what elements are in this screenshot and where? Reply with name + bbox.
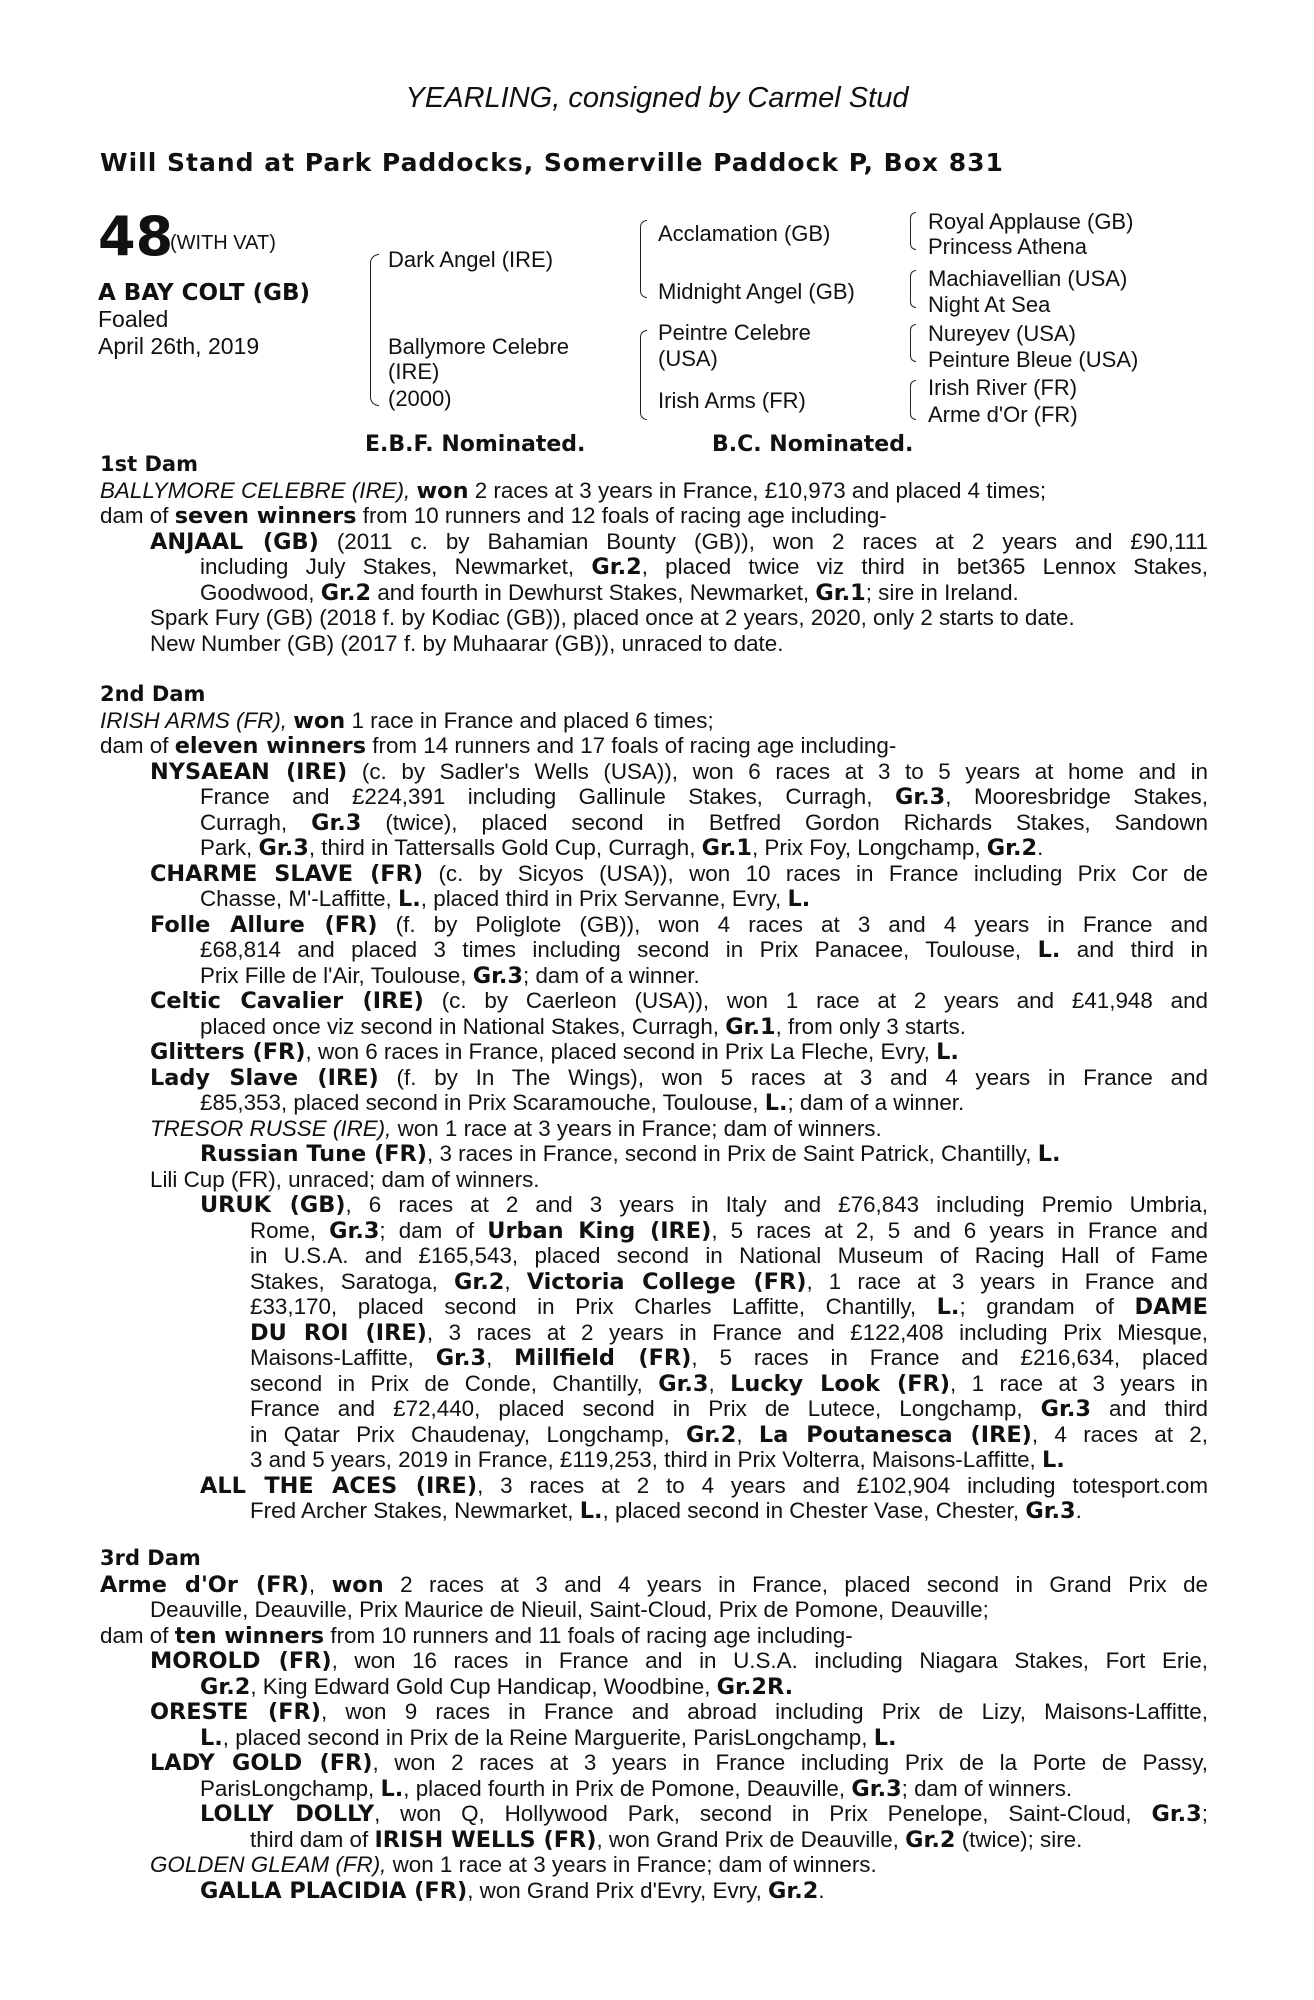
- grandproduce-entry-cont: 3 and 5 years, 2019 in France, £119,253, third in Prix Volterra, Maisons-Laffitte, L.: [250, 1447, 1065, 1473]
- dam-sire-country: (USA): [658, 346, 718, 371]
- dam: Ballymore Celebre: [388, 334, 569, 359]
- stable-location: Will Stand at Park Paddocks, Somerville Paddock P, Box 831: [100, 148, 1004, 177]
- ped-sds: Machiavellian (USA): [928, 266, 1128, 291]
- grandproduce-entry-cont: DU ROI (IRE), 3 races at 2 years in France and £122,408 including Prix Miesque,: [250, 1319, 1208, 1346]
- produce-entry: CHARME SLAVE (FR) (c. by Sicyos (USA)), won 10 races in France including Prix Cor de: [150, 860, 1208, 887]
- grandproduce-entry-cont: second in Prix de Conde, Chantilly, Gr.3, Lucky Look (FR), 1 race at 3 years in: [250, 1370, 1208, 1397]
- produce-entry-cont: Goodwood, Gr.2 and fourth in Dewhurst Stakes, Newmarket, Gr.1; sire in Ireland.: [200, 579, 1019, 606]
- produce-entry: ORESTE (FR), won 9 races in France and abroad including Prix de Lizy, Maisons-Laffitte,: [150, 1699, 1208, 1725]
- brace-sd: [910, 270, 916, 308]
- produce-entry-cont: Chasse, M'-Laffitte, L., placed third in Prix Servanne, Evry, L.: [200, 886, 811, 912]
- brace-ss: [910, 212, 916, 250]
- produce-entry: Lady Slave (IRE) (f. by In The Wings), won 5 races at 3 and 4 years in France and: [150, 1064, 1208, 1091]
- produce-summary: dam of eleven winners from 14 runners and 17 foals of racing age including-: [100, 733, 897, 759]
- dam-brace: [640, 330, 647, 420]
- section-heading: 2nd Dam: [100, 682, 206, 706]
- produce-entry: Glitters (FR), won 6 races in France, placed second in Prix La Fleche, Evry, L.: [150, 1039, 959, 1065]
- brace-ds: [910, 324, 916, 362]
- grandproduce-entry: ALL THE ACES (IRE), 3 races at 2 to 4 years and £102,904 including totesport.com: [200, 1472, 1208, 1499]
- sire: Dark Angel (IRE): [388, 247, 554, 272]
- sire-dam: Midnight Angel (GB): [658, 279, 855, 304]
- produce-entry: NYSAEAN (IRE) (c. by Sadler's Wells (USA)), won 6 races at 3 to 5 years at home and in: [150, 758, 1208, 785]
- grandproduce-entry: GALLA PLACIDIA (FR), won Grand Prix d'Evry, Evry, Gr.2.: [200, 1877, 825, 1904]
- second-dam-section: [100, 682, 1210, 1522]
- grandproduce-entry-cont: £33,170, placed second in Prix Charles Laffitte, Chantilly, L.; grandam of DAME: [250, 1294, 1208, 1320]
- grandproduce-entry-cont: Maisons-Laffitte, Gr.3, Millfield (FR), 5 races in France and £216,634, placed: [250, 1345, 1208, 1371]
- produce-entry: LADY GOLD (FR), won 2 races at 3 years in France including Prix de la Porte de Passy,: [150, 1750, 1208, 1776]
- grandproduce-entry-cont: Rome, Gr.3; dam of Urban King (IRE), 5 races at 2, 5 and 6 years in France and: [250, 1217, 1208, 1244]
- ped-ddd: Arme d'Or (FR): [928, 402, 1078, 427]
- grandproduce-entry-cont: in Qatar Prix Chaudenay, Longchamp, Gr.2, La Poutanesca (IRE), 4 races at 2,: [250, 1421, 1208, 1448]
- ped-dss: Nureyev (USA): [928, 321, 1076, 346]
- produce-entry: Spark Fury (GB) (2018 f. by Kodiac (GB)), placed once at 2 years, 2020, only 2 starts to date.: [150, 605, 1075, 630]
- produce-summary: dam of seven winners from 10 runners and 12 foals of racing age including-: [100, 503, 887, 529]
- produce-entry: New Number (GB) (2017 f. by Muhaarar (GB)), unraced to date.: [150, 630, 784, 656]
- section-heading: 3rd Dam: [100, 1546, 201, 1570]
- grandproduce-entry: URUK (GB), 6 races at 2 and 3 years in Italy and £76,843 including Premio Umbria,: [200, 1192, 1208, 1218]
- grandproduce-entry-cont: third dam of IRISH WELLS (FR), won Grand Prix de Deauville, Gr.2 (twice); sire.: [250, 1826, 1083, 1853]
- horse-description: A BAY COLT (GB): [98, 280, 311, 306]
- produce-entry: TRESOR RUSSE (IRE), won 1 race at 3 years in France; dam of winners.: [150, 1115, 882, 1141]
- ped-sdd: Night At Sea: [928, 292, 1051, 317]
- grandproduce-entry-cont: France and £72,440, placed second in Prix de Lutece, Longchamp, Gr.3 and third: [250, 1396, 1208, 1422]
- brace-dd: [910, 380, 916, 420]
- produce-entry-cont: placed once viz second in National Stakes, Curragh, Gr.1, from only 3 starts.: [200, 1013, 966, 1040]
- ped-ssd: Princess Athena: [928, 234, 1087, 259]
- produce-entry: Lili Cup (FR), unraced; dam of winners.: [150, 1166, 540, 1192]
- ped-sss: Royal Applause (GB): [928, 209, 1134, 234]
- sire-brace: [640, 220, 647, 298]
- ebf-nomination: E.B.F. Nominated.: [365, 432, 586, 457]
- section-heading: 1st Dam: [100, 452, 198, 476]
- produce-summary: dam of ten winners from 10 runners and 11 foals of racing age including-: [100, 1622, 853, 1649]
- ped-dds: Irish River (FR): [928, 375, 1078, 400]
- sire-dam-brace: [370, 254, 379, 406]
- foaled-label: Foaled: [98, 306, 169, 332]
- dam-country: (IRE): [388, 359, 440, 384]
- dam-record-cont: Deauville, Deauville, Prix Maurice de Nieuil, Saint-Cloud, Prix de Pomone, Deauville;: [150, 1597, 989, 1622]
- produce-entry-cont: Prix Fille de l'Air, Toulouse, Gr.3; dam of a winner.: [200, 962, 700, 989]
- dam-year: (2000): [388, 386, 452, 411]
- produce-entry-cont: £85,353, placed second in Prix Scaramouche, Toulouse, L.; dam of a winner.: [200, 1090, 965, 1116]
- dam-sire: Peintre Celebre: [658, 320, 811, 345]
- produce-entry-cont: Gr.2, King Edward Gold Cup Handicap, Woodbine, Gr.2R.: [200, 1673, 794, 1700]
- grandproduce-entry: Russian Tune (FR), 3 races in France, second in Prix de Saint Patrick, Chantilly, L.: [200, 1141, 1061, 1167]
- grandproduce-entry: LOLLY DOLLY, won Q, Hollywood Park, second in Prix Penelope, Saint-Cloud, Gr.3;: [200, 1801, 1208, 1827]
- produce-entry-cont: Park, Gr.3, third in Tattersalls Gold Cup, Curragh, Gr.1, Prix Foy, Longchamp, Gr.2.: [200, 835, 1044, 861]
- produce-entry: GOLDEN GLEAM (FR), won 1 race at 3 years in France; dam of winners.: [150, 1852, 877, 1877]
- produce-entry-cont: ParisLongchamp, L., placed fourth in Prix de Pomone, Deauville, Gr.3; dam of winners.: [200, 1775, 1073, 1802]
- produce-entry-cont: France and £224,391 including Gallinule Stakes, Curragh, Gr.3, Mooresbridge Stakes,: [200, 784, 1208, 810]
- produce-entry: ANJAAL (GB) (2011 c. by Bahamian Bounty (GB)), won 2 races at 2 years and £90,111: [150, 528, 1208, 555]
- dam-record: BALLYMORE CELEBRE (IRE), won 2 races at 3 years in France, £10,973 and placed 4 times;: [100, 477, 1047, 504]
- produce-entry: MOROLD (FR), won 16 races in France and in U.S.A. including Niagara Stakes, Fort Erie,: [150, 1648, 1209, 1674]
- produce-entry-cont: L., placed second in Prix de la Reine Marguerite, ParisLongchamp, L.: [200, 1724, 897, 1751]
- dam-record: Arme d'Or (FR), won 2 races at 3 and 4 years in France, placed second in Grand Prix de: [100, 1571, 1209, 1598]
- bc-nomination: B.C. Nominated.: [712, 432, 914, 457]
- lot-number: 48: [98, 205, 174, 268]
- dam-record: IRISH ARMS (FR), won 1 race in France and placed 6 times;: [100, 707, 714, 734]
- grandproduce-entry-cont: Fred Archer Stakes, Newmarket, L., placed second in Chester Vase, Chester, Gr.3.: [250, 1498, 1082, 1524]
- produce-entry-cont: Curragh, Gr.3 (twice), placed second in Betfred Gordon Richards Stakes, Sandown: [200, 809, 1208, 836]
- grandproduce-entry-cont: in U.S.A. and £165,543, placed second in National Museum of Racing Hall of Fame: [250, 1243, 1208, 1268]
- third-dam-section: [100, 1546, 1210, 1906]
- dam-dam: Irish Arms (FR): [658, 388, 806, 413]
- sire-sire: Acclamation (GB): [658, 221, 831, 246]
- catalogue-title: YEARLING, consigned by Carmel Stud: [405, 82, 909, 114]
- produce-entry-cont: £68,814 and placed 3 times including second in Prix Panacee, Toulouse, L. and third in: [200, 937, 1208, 963]
- foaled-date: April 26th, 2019: [98, 333, 260, 359]
- produce-entry: Folle Allure (FR) (f. by Poliglote (GB)), won 4 races at 3 and 4 years in France and: [150, 911, 1208, 938]
- vat-note: (WITH VAT): [170, 232, 276, 254]
- produce-entry: Celtic Cavalier (IRE) (c. by Caerleon (USA)), won 1 race at 2 years and £41,948 and: [150, 988, 1208, 1014]
- produce-entry-cont: including July Stakes, Newmarket, Gr.2, placed twice viz third in bet365 Lennox Stakes,: [200, 554, 1208, 580]
- first-dam-section: [100, 452, 1210, 662]
- ped-dsd: Peinture Bleue (USA): [928, 347, 1139, 372]
- grandproduce-entry-cont: Stakes, Saratoga, Gr.2, Victoria College (FR), 1 race at 3 years in France and: [250, 1268, 1208, 1295]
